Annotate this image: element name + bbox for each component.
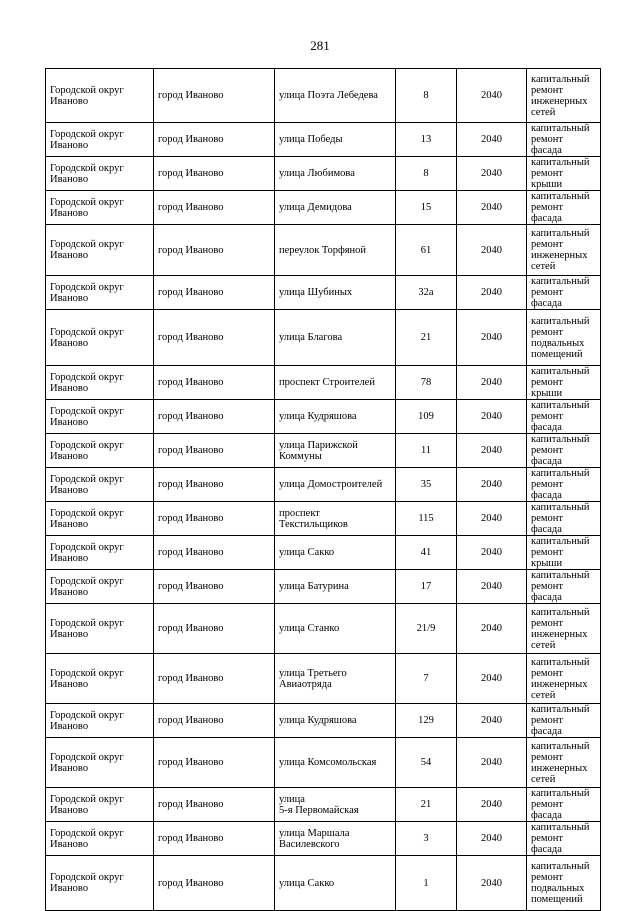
year-cell — [457, 570, 527, 604]
year-cell — [457, 434, 527, 468]
work-type-cell-text: капитальный ремонт инженерных сетей — [531, 73, 590, 118]
city-cell — [154, 69, 275, 123]
street-cell-text: улица Поэта Лебедева — [279, 90, 378, 101]
street-cell — [275, 157, 396, 191]
city-cell-text: город Иваново — [158, 673, 224, 684]
table-row — [46, 69, 601, 123]
table-row — [46, 856, 601, 911]
year-cell-text: 2040 — [481, 90, 502, 101]
okrug-cell-text: Городской округ Иваново — [50, 84, 124, 107]
house-number-cell — [396, 366, 457, 400]
okrug-cell — [46, 434, 154, 468]
okrug-cell-text: Городской округ Иваново — [50, 281, 124, 304]
house-number-cell — [396, 704, 457, 738]
table-row — [46, 276, 601, 310]
street-cell-text: улица Третьего Авиаотряда — [279, 667, 347, 690]
street-cell — [275, 822, 396, 856]
street-cell-text: улица 5-я Первомайская — [279, 793, 359, 816]
work-type-cell-text: капитальный ремонт фасада — [531, 788, 590, 821]
street-cell-text: проспект Строителей — [279, 377, 375, 388]
work-type-cell — [527, 604, 601, 654]
city-cell — [154, 366, 275, 400]
city-cell-text: город Иваново — [158, 715, 224, 726]
year-cell-text: 2040 — [481, 757, 502, 768]
table-row — [46, 704, 601, 738]
street-cell-text: проспект Текстильщиков — [279, 507, 348, 530]
house-number-cell-text: 35 — [420, 479, 432, 490]
table-row — [46, 157, 601, 191]
table-row — [46, 822, 601, 856]
year-cell — [457, 310, 527, 366]
house-number-cell — [396, 310, 457, 366]
street-cell — [275, 366, 396, 400]
street-cell-text: улица Кудряшова — [279, 715, 357, 726]
house-number-cell — [396, 225, 457, 276]
year-cell — [457, 856, 527, 911]
street-cell — [275, 738, 396, 788]
house-number-cell-text: 13 — [420, 134, 432, 145]
okrug-cell — [46, 604, 154, 654]
house-number-cell — [396, 69, 457, 123]
year-cell — [457, 502, 527, 536]
city-cell-text: город Иваново — [158, 90, 224, 101]
work-type-cell-text: капитальный ремонт инженерных сетей — [531, 656, 590, 701]
okrug-cell-text: Городской округ Иваново — [50, 575, 124, 598]
table-body — [46, 69, 601, 911]
city-cell-text: город Иваново — [158, 513, 224, 524]
street-cell-text: улица Станко — [279, 623, 340, 634]
city-cell — [154, 225, 275, 276]
street-cell-text: улица Сакко — [279, 877, 335, 889]
year-cell — [457, 191, 527, 225]
city-cell — [154, 434, 275, 468]
house-number-cell-text: 21 — [420, 799, 432, 810]
year-cell — [457, 788, 527, 822]
city-cell-text: город Иваново — [158, 244, 224, 256]
street-cell-text: улица Победы — [279, 134, 343, 145]
house-number-cell — [396, 738, 457, 788]
work-type-cell-text: капитальный ремонт фасада — [531, 400, 590, 433]
okrug-cell — [46, 366, 154, 400]
repair-schedule-table — [45, 68, 601, 911]
city-cell — [154, 191, 275, 225]
okrug-cell-text: Городской округ Иваново — [50, 439, 124, 462]
city-cell-text: город Иваново — [158, 411, 224, 422]
city-cell-text: город Иваново — [158, 479, 224, 490]
year-cell-text: 2040 — [481, 287, 502, 298]
year-cell — [457, 822, 527, 856]
work-type-cell — [527, 123, 601, 157]
house-number-cell-text: 115 — [418, 513, 434, 524]
street-cell-text: улица Домостроителей — [279, 479, 383, 490]
city-cell-text: город Иваново — [158, 445, 224, 456]
page-number: 281 — [310, 38, 330, 53]
work-type-cell — [527, 502, 601, 536]
year-cell — [457, 738, 527, 788]
table-row — [46, 434, 601, 468]
year-cell-text: 2040 — [481, 377, 502, 388]
work-type-cell-text: капитальный ремонт крыши — [531, 157, 590, 190]
work-type-cell — [527, 276, 601, 310]
okrug-cell — [46, 191, 154, 225]
work-type-cell-text: капитальный ремонт фасада — [531, 570, 590, 603]
city-cell — [154, 856, 275, 911]
work-type-cell — [527, 654, 601, 704]
house-number-cell-text: 11 — [420, 445, 432, 456]
okrug-cell — [46, 69, 154, 123]
okrug-cell — [46, 123, 154, 157]
okrug-cell — [46, 157, 154, 191]
house-number-cell-text: 8 — [423, 90, 429, 101]
year-cell — [457, 400, 527, 434]
year-cell — [457, 123, 527, 157]
year-cell-text: 2040 — [481, 623, 502, 634]
house-number-cell — [396, 502, 457, 536]
okrug-cell-text: Городской округ Иваново — [50, 751, 124, 774]
table-row — [46, 366, 601, 400]
city-cell — [154, 654, 275, 704]
city-cell — [154, 310, 275, 366]
house-number-cell — [396, 434, 457, 468]
street-cell-text: улица Кудряшова — [279, 411, 357, 422]
work-type-cell-text: капитальный ремонт фасада — [531, 502, 590, 535]
okrug-cell-text: Городской округ Иваново — [50, 196, 124, 219]
okrug-cell-text: Городской округ Иваново — [50, 541, 124, 564]
work-type-cell — [527, 400, 601, 434]
okrug-cell — [46, 738, 154, 788]
work-type-cell-text: капитальный ремонт подвальных помещений — [531, 315, 590, 360]
street-cell — [275, 704, 396, 738]
city-cell-text: город Иваново — [158, 833, 224, 844]
house-number-cell — [396, 822, 457, 856]
okrug-cell-text: Городской округ Иваново — [50, 405, 124, 428]
year-cell-text: 2040 — [481, 332, 502, 343]
work-type-cell — [527, 856, 601, 911]
city-cell — [154, 570, 275, 604]
work-type-cell-text: капитальный ремонт инженерных сетей — [531, 228, 590, 272]
house-number-cell — [396, 604, 457, 654]
okrug-cell — [46, 468, 154, 502]
house-number-cell-text: 21 — [420, 332, 432, 343]
house-number-cell — [396, 276, 457, 310]
house-number-cell — [396, 400, 457, 434]
table-row — [46, 191, 601, 225]
house-number-cell-text: 7 — [423, 673, 429, 684]
okrug-cell — [46, 536, 154, 570]
house-number-cell — [396, 570, 457, 604]
house-number-cell — [396, 157, 457, 191]
house-number-cell-text: 21/9 — [416, 623, 436, 634]
okrug-cell — [46, 822, 154, 856]
table-row — [46, 123, 601, 157]
street-cell-text: улица Маршала Василевского — [279, 827, 350, 850]
table-row — [46, 536, 601, 570]
table-row — [46, 310, 601, 366]
city-cell — [154, 123, 275, 157]
okrug-cell-text: Городской округ Иваново — [50, 128, 124, 151]
city-cell — [154, 276, 275, 310]
city-cell — [154, 704, 275, 738]
work-type-cell — [527, 366, 601, 400]
house-number-cell — [396, 536, 457, 570]
street-cell — [275, 788, 396, 822]
house-number-cell-text: 109 — [418, 411, 434, 422]
work-type-cell — [527, 788, 601, 822]
year-cell — [457, 604, 527, 654]
okrug-cell — [46, 570, 154, 604]
okrug-cell-text: Городской округ Иваново — [50, 827, 124, 850]
work-type-cell-text: капитальный ремонт инженерных сетей — [531, 606, 590, 651]
city-cell — [154, 604, 275, 654]
work-type-cell-text: капитальный ремонт крыши — [531, 536, 590, 569]
street-cell — [275, 276, 396, 310]
work-type-cell — [527, 157, 601, 191]
work-type-cell-text: капитальный ремонт фасада — [531, 822, 590, 855]
okrug-cell — [46, 856, 154, 911]
city-cell — [154, 788, 275, 822]
year-cell-text: 2040 — [481, 513, 502, 524]
street-cell — [275, 225, 396, 276]
year-cell — [457, 366, 527, 400]
okrug-cell — [46, 788, 154, 822]
city-cell-text: город Иваново — [158, 877, 224, 889]
work-type-cell — [527, 191, 601, 225]
okrug-cell — [46, 654, 154, 704]
okrug-cell-text: Городской округ Иваново — [50, 326, 124, 349]
year-cell-text: 2040 — [481, 581, 502, 592]
okrug-cell — [46, 704, 154, 738]
city-cell — [154, 157, 275, 191]
house-number-cell-text: 17 — [420, 581, 432, 592]
year-cell-text: 2040 — [481, 833, 502, 844]
street-cell-text: улица Комсомольская — [279, 757, 377, 768]
city-cell-text: город Иваново — [158, 799, 224, 810]
city-cell — [154, 822, 275, 856]
year-cell-text: 2040 — [481, 134, 502, 145]
house-number-cell-text: 41 — [420, 547, 432, 558]
city-cell-text: город Иваново — [158, 134, 224, 145]
year-cell — [457, 704, 527, 738]
work-type-cell-text: капитальный ремонт фасада — [531, 704, 590, 737]
okrug-cell-text: Городской округ Иваново — [50, 709, 124, 732]
okrug-cell-text: Городской округ Иваново — [50, 793, 124, 816]
street-cell — [275, 536, 396, 570]
house-number-cell — [396, 123, 457, 157]
street-cell — [275, 400, 396, 434]
year-cell — [457, 157, 527, 191]
city-cell-text: город Иваново — [158, 581, 224, 592]
work-type-cell — [527, 822, 601, 856]
work-type-cell-text: капитальный ремонт фасада — [531, 468, 590, 501]
year-cell-text: 2040 — [481, 479, 502, 490]
year-cell-text: 2040 — [481, 877, 502, 889]
year-cell-text: 2040 — [481, 411, 502, 422]
okrug-cell — [46, 225, 154, 276]
house-number-cell — [396, 856, 457, 911]
city-cell-text: город Иваново — [158, 332, 224, 343]
house-number-cell-text: 61 — [420, 244, 432, 256]
year-cell-text: 2040 — [481, 547, 502, 558]
street-cell-text: улица Парижской Коммуны — [279, 439, 358, 462]
table-row — [46, 788, 601, 822]
okrug-cell — [46, 502, 154, 536]
street-cell — [275, 856, 396, 911]
street-cell — [275, 468, 396, 502]
street-cell — [275, 434, 396, 468]
work-type-cell-text: капитальный ремонт инженерных сетей — [531, 740, 590, 785]
house-number-cell-text: 78 — [420, 377, 432, 388]
year-cell-text: 2040 — [481, 168, 502, 179]
table-row — [46, 400, 601, 434]
house-number-cell — [396, 788, 457, 822]
work-type-cell-text: капитальный ремонт подвальных помещений — [531, 861, 590, 905]
work-type-cell-text: капитальный ремонт крыши — [531, 366, 590, 399]
table-row — [46, 604, 601, 654]
work-type-cell — [527, 704, 601, 738]
year-cell-text: 2040 — [481, 799, 502, 810]
house-number-cell — [396, 191, 457, 225]
work-type-cell — [527, 310, 601, 366]
year-cell-text: 2040 — [481, 202, 502, 213]
house-number-cell-text: 1 — [423, 877, 429, 889]
street-cell — [275, 654, 396, 704]
city-cell — [154, 502, 275, 536]
work-type-cell — [527, 225, 601, 276]
house-number-cell-text: 15 — [420, 202, 432, 213]
year-cell — [457, 225, 527, 276]
work-type-cell — [527, 738, 601, 788]
city-cell-text: город Иваново — [158, 377, 224, 388]
year-cell — [457, 69, 527, 123]
work-type-cell — [527, 434, 601, 468]
work-type-cell-text: капитальный ремонт фасада — [531, 191, 590, 224]
year-cell — [457, 468, 527, 502]
work-type-cell-text: капитальный ремонт фасада — [531, 276, 590, 309]
city-cell — [154, 400, 275, 434]
work-type-cell-text: капитальный ремонт фасада — [531, 123, 590, 156]
okrug-cell — [46, 400, 154, 434]
work-type-cell — [527, 536, 601, 570]
street-cell-text: улица Демидова — [279, 202, 352, 213]
okrug-cell-text: Городской округ Иваново — [50, 667, 124, 690]
year-cell — [457, 276, 527, 310]
city-cell-text: город Иваново — [158, 287, 224, 298]
okrug-cell — [46, 310, 154, 366]
table-row — [46, 570, 601, 604]
street-cell — [275, 69, 396, 123]
house-number-cell-text: 129 — [418, 715, 434, 726]
city-cell — [154, 738, 275, 788]
city-cell-text: город Иваново — [158, 547, 224, 558]
work-type-cell — [527, 570, 601, 604]
city-cell-text: город Иваново — [158, 623, 224, 634]
year-cell — [457, 536, 527, 570]
table-row — [46, 738, 601, 788]
year-cell — [457, 654, 527, 704]
year-cell-text: 2040 — [481, 715, 502, 726]
table-row — [46, 468, 601, 502]
street-cell — [275, 310, 396, 366]
street-cell — [275, 502, 396, 536]
house-number-cell — [396, 468, 457, 502]
city-cell-text: город Иваново — [158, 757, 224, 768]
street-cell — [275, 570, 396, 604]
street-cell-text: улица Благова — [279, 332, 343, 343]
table-row — [46, 225, 601, 276]
year-cell-text: 2040 — [481, 673, 502, 684]
house-number-cell-text: 8 — [423, 168, 429, 179]
okrug-cell-text: Городской округ Иваново — [50, 617, 124, 640]
work-type-cell — [527, 468, 601, 502]
year-cell-text: 2040 — [481, 445, 502, 456]
okrug-cell-text: Городской округ Иваново — [50, 872, 124, 894]
table-row — [46, 654, 601, 704]
okrug-cell-text: Городской округ Иваново — [50, 473, 124, 496]
street-cell — [275, 191, 396, 225]
house-number-cell — [396, 654, 457, 704]
city-cell — [154, 536, 275, 570]
street-cell-text: улица Сакко — [279, 547, 335, 558]
street-cell-text: улица Любимова — [279, 168, 355, 179]
okrug-cell-text: Городской округ Иваново — [50, 371, 124, 394]
work-type-cell-text: капитальный ремонт фасада — [531, 434, 590, 467]
house-number-cell-text: 3 — [423, 833, 429, 844]
house-number-cell-text: 32а — [418, 287, 434, 298]
street-cell — [275, 604, 396, 654]
okrug-cell — [46, 276, 154, 310]
okrug-cell-text: Городской округ Иваново — [50, 507, 124, 530]
work-type-cell — [527, 69, 601, 123]
city-cell — [154, 468, 275, 502]
okrug-cell-text: Городской округ Иваново — [50, 162, 124, 185]
city-cell-text: город Иваново — [158, 168, 224, 179]
street-cell — [275, 123, 396, 157]
house-number-cell-text: 54 — [420, 757, 432, 768]
street-cell-text: переулок Торфяной — [279, 244, 367, 256]
table-row — [46, 502, 601, 536]
year-cell-text: 2040 — [481, 244, 502, 256]
okrug-cell-text: Городской округ Иваново — [50, 239, 124, 261]
street-cell-text: улица Батурина — [279, 581, 349, 592]
street-cell-text: улица Шубиных — [279, 287, 353, 298]
city-cell-text: город Иваново — [158, 202, 224, 213]
